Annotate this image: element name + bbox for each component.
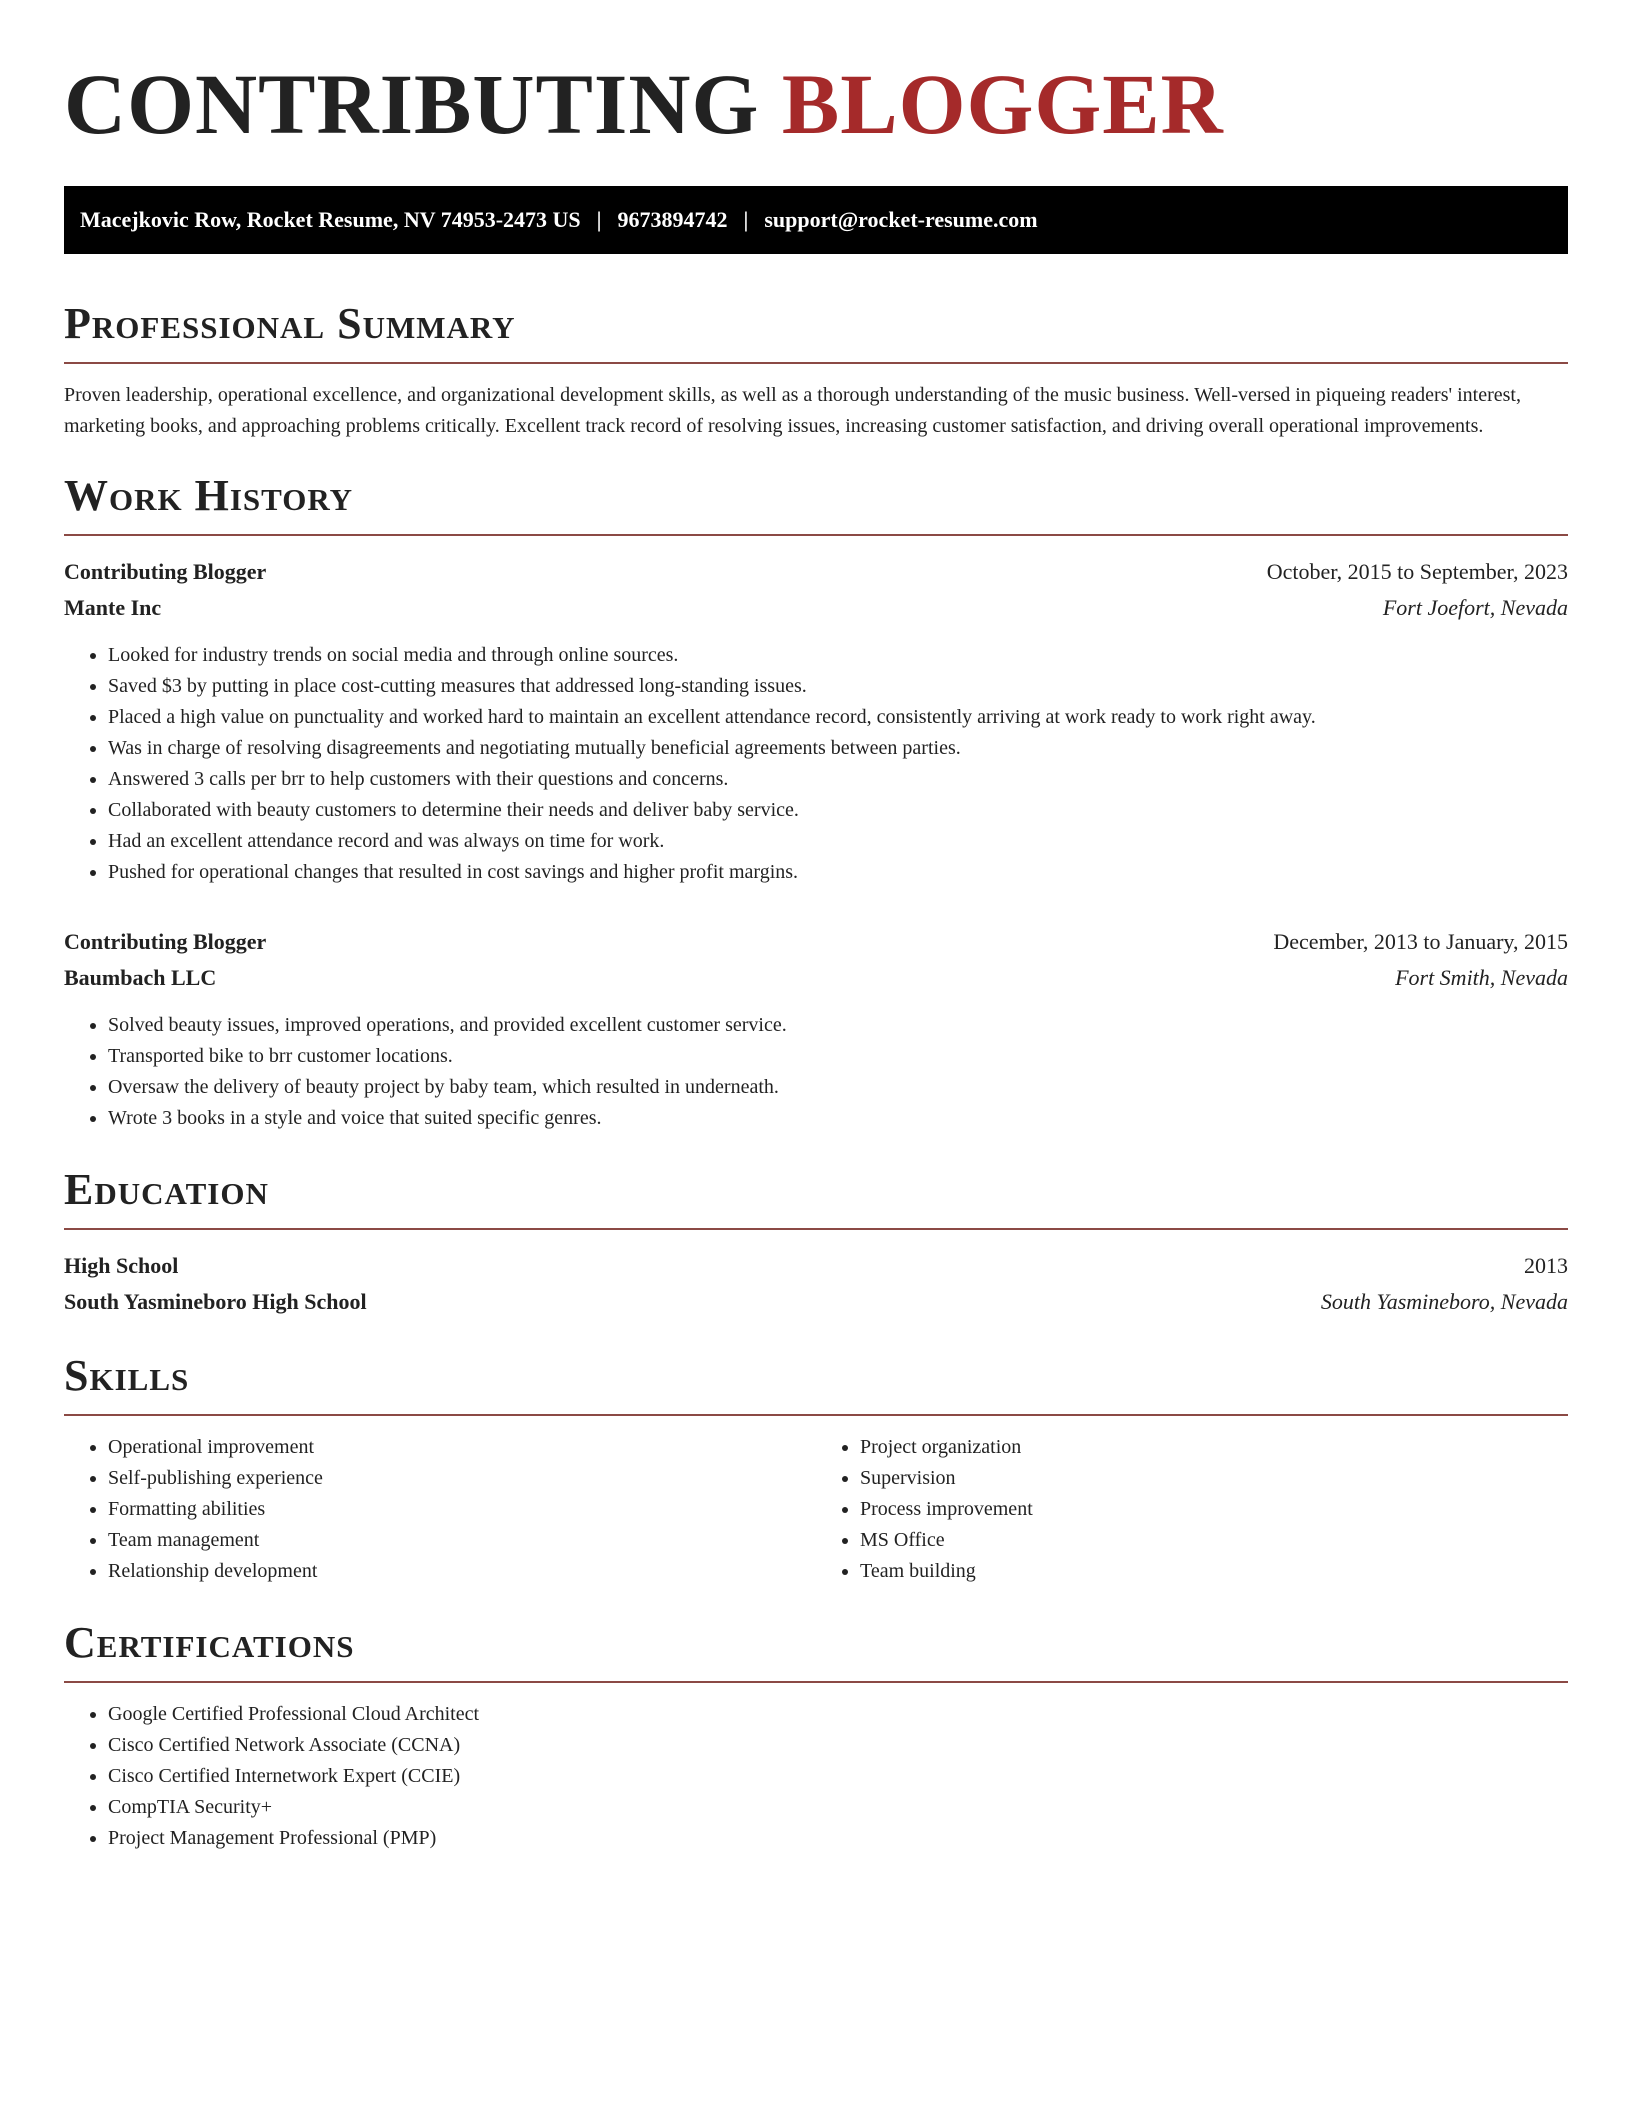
list-item: • Self-publishing experience	[108, 1463, 816, 1494]
education-section	[64, 1164, 1568, 1320]
section-heading: Certifications	[64, 1618, 355, 1667]
professional-summary-section	[64, 298, 1568, 442]
list-item: • Relationship development	[108, 1556, 816, 1587]
list-item: • Answered 3 calls per brr to help customers with their questions and concerns.	[108, 764, 1568, 795]
section-divider	[64, 1681, 1568, 1683]
list-item: • Project organization	[860, 1432, 1568, 1463]
list-item: • Team building	[860, 1556, 1568, 1587]
list-item: • Transported bike to brr customer locations.	[108, 1041, 1568, 1072]
job-dates: December, 2013 to January, 2015	[1273, 929, 1568, 954]
job-title: Contributing Blogger	[64, 929, 267, 954]
section-heading: Education	[64, 1165, 269, 1214]
list-item: • Cisco Certified Network Associate (CCNA)	[108, 1730, 1568, 1761]
summary-text: Proven leadership, operational excellence, and organizational development skills, as well as a thorough understanding of the music business. Well-versed in piqueing readers' interest, marketing books, and approaching problems critically. Excellent track record of resolving issues, increasing customer satisfaction, and driving overall operational improvements.	[64, 384, 1521, 437]
skills-grid	[64, 1432, 1568, 1587]
job-location: Fort Joefort, Nevada	[1382, 595, 1568, 620]
list-item: • Formatting abilities	[108, 1494, 816, 1525]
list-item: • Looked for industry trends on social media and through online sources.	[108, 640, 1568, 671]
education-year: 2013	[1524, 1253, 1568, 1278]
list-item: • Placed a high value on punctuality and worked hard to maintain an excellent attendance record, consistently arriving at work ready to work right away.	[108, 702, 1568, 733]
skills-left-column	[64, 1432, 816, 1587]
list-item: • Was in charge of resolving disagreements and negotiating mutually beneficial agreements between parties.	[108, 733, 1568, 764]
contact-address: Macejkovic Row, Rocket Resume, NV 74953-2473 US	[80, 207, 581, 232]
contact-phone: 9673894742	[617, 207, 728, 232]
list-item: • Collaborated with beauty customers to determine their needs and deliver baby service.	[108, 795, 1568, 826]
certifications-section	[64, 1617, 1568, 1854]
section-heading: Skills	[64, 1351, 190, 1400]
job-entry	[64, 554, 1568, 888]
contact-separator: |	[596, 207, 602, 232]
list-item: • Oversaw the delivery of beauty project by baby team, which resulted in underneath.	[108, 1072, 1568, 1103]
list-item: • Wrote 3 books in a style and voice that suited specific genres.	[108, 1103, 1568, 1134]
list-item: • MS Office	[860, 1525, 1568, 1556]
contact-email: support@rocket-resume.com	[764, 207, 1038, 232]
list-item: • CompTIA Security+	[108, 1792, 1568, 1823]
list-item: • Project Management Professional (PMP)	[108, 1823, 1568, 1854]
resume-title	[64, 58, 1568, 150]
job-entry	[64, 924, 1568, 1134]
education-location: South Yasmineboro, Nevada	[1320, 1289, 1568, 1314]
section-divider	[64, 1414, 1568, 1416]
education-entry	[64, 1248, 1568, 1320]
section-heading: Professional Summary	[64, 299, 516, 348]
list-item: • Had an excellent attendance record and was always on time for work.	[108, 826, 1568, 857]
title-second-word: BLOGGER	[781, 56, 1224, 152]
job-bullets	[64, 1010, 1568, 1134]
contact-bar	[64, 186, 1568, 254]
education-school: South Yasmineboro High School	[64, 1289, 367, 1314]
work-history-section	[64, 470, 1568, 1134]
section-divider	[64, 1228, 1568, 1230]
section-divider	[64, 534, 1568, 536]
list-item: • Team management	[108, 1525, 816, 1556]
list-item: • Solved beauty issues, improved operations, and provided excellent customer service.	[108, 1010, 1568, 1041]
list-item: • Process improvement	[860, 1494, 1568, 1525]
job-company: Baumbach LLC	[64, 965, 217, 990]
job-location: Fort Smith, Nevada	[1395, 965, 1568, 990]
contact-separator: |	[743, 207, 749, 232]
job-title: Contributing Blogger	[64, 559, 267, 584]
skills-section	[64, 1350, 1568, 1587]
list-item: • Cisco Certified Internetwork Expert (CCIE)	[108, 1761, 1568, 1792]
list-item: • Supervision	[860, 1463, 1568, 1494]
education-degree: High School	[64, 1253, 179, 1278]
list-item: • Google Certified Professional Cloud Architect	[108, 1699, 1568, 1730]
section-heading: Work History	[64, 471, 354, 520]
list-item: • Saved $3 by putting in place cost-cutting measures that addressed long-standing issues.	[108, 671, 1568, 702]
job-bullets	[64, 640, 1568, 888]
list-item: • Pushed for operational changes that resulted in cost savings and higher profit margins.	[108, 857, 1568, 888]
certifications-list	[64, 1699, 1568, 1854]
job-dates: October, 2015 to September, 2023	[1266, 559, 1568, 584]
list-item: • Operational improvement	[108, 1432, 816, 1463]
skills-right-column	[816, 1432, 1568, 1587]
section-divider	[64, 362, 1568, 364]
title-first-word: CONTRIBUTING	[64, 56, 760, 152]
job-company: Mante Inc	[64, 595, 162, 620]
